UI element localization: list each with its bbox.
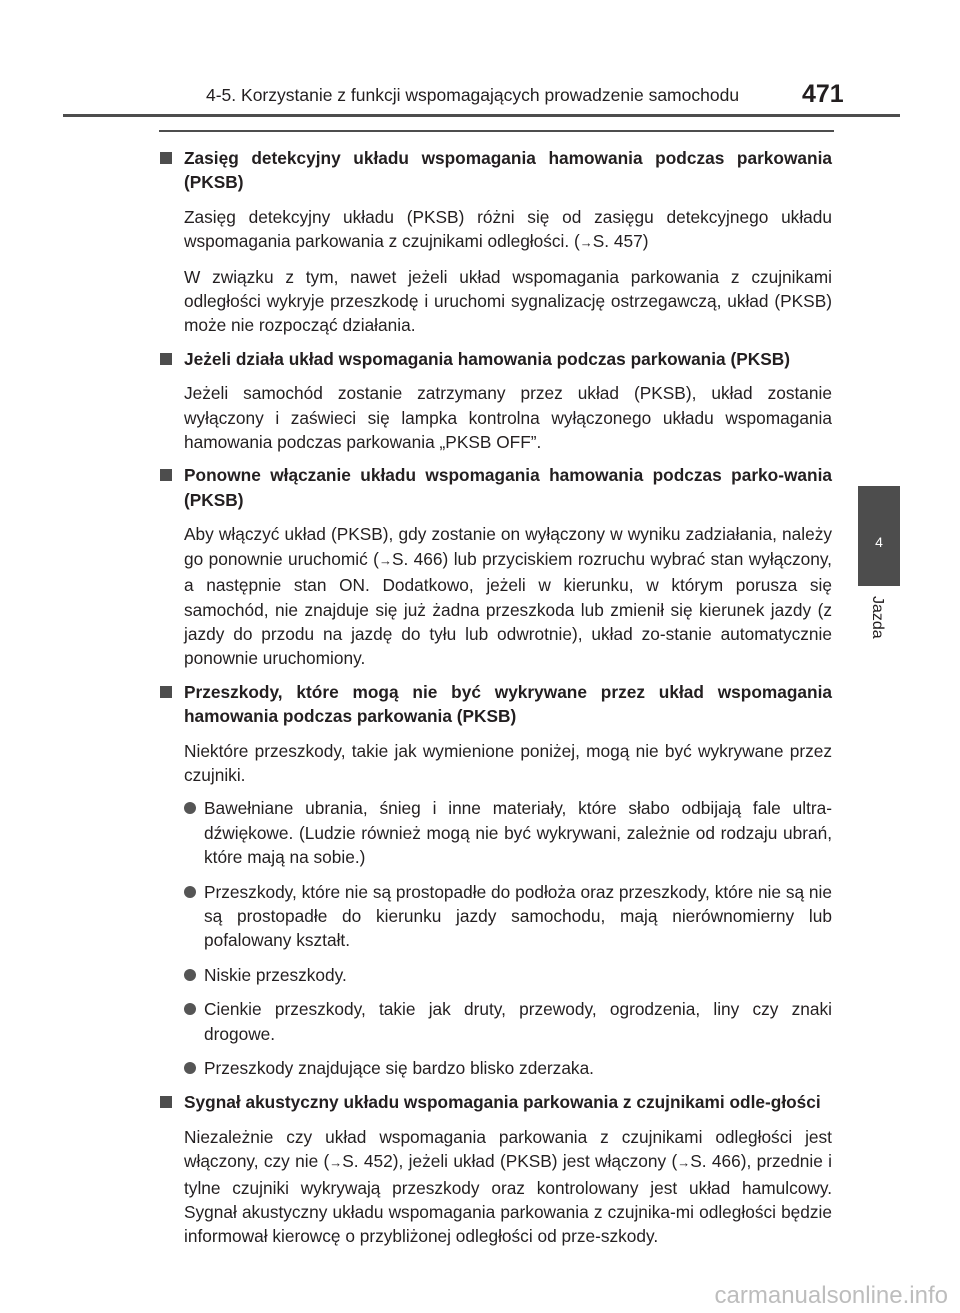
section-system-operating (160, 347, 832, 455)
arrow-right-icon: → (329, 1155, 343, 1171)
chapter-label: Jazda (869, 596, 886, 639)
cross-reference[interactable]: S. 452), jeżeli układ (PKSB) jest włączony ( (342, 1151, 678, 1172)
paragraph-text: Aby włączyć układ (PKSB), gdy zostanie on wyłączony w wyniku zadziałania, należy go ponownie uruchomić ( (184, 524, 832, 569)
circle-bullet-icon (184, 969, 196, 981)
page-number: 471 (802, 80, 844, 108)
section-heading (160, 347, 832, 371)
paragraph (160, 1125, 832, 1249)
list-item-text: Niskie przeszkody. (204, 964, 347, 985)
paragraph: Niektóre przeszkody, takie jak wymienione poniżej, mogą nie być wykrywane przez czujniki. (184, 740, 832, 785)
cross-reference[interactable]: S. 466), przednie i tylne czujniki wykrywają przeszkody oraz kontrolowany jest układ hamulcowy. Sygnał akustyczny układu wspomagania parkowania z czujnika-mi odległości będzie informował kierowcę o przybliżonej odległości od prze-szkody. (184, 1151, 833, 1247)
chapter-tab (858, 486, 900, 586)
list-item (184, 997, 832, 1046)
paragraph: W związku z tym, nawet jeżeli układ wspomagania parkowania z czujnikami odległości wykryje przeszkodę i uruchomi sygnalizację ostrzegawczą, układ (PKSB) może nie rozpocząć działania. (184, 266, 832, 336)
section-heading (160, 1090, 832, 1114)
section-detection-range (160, 146, 832, 338)
list-item-text: Cienkie przeszkody, takie jak druty, przewody, ogrodzenia, liny czy znaki drogowe. (204, 999, 832, 1044)
paragraph: Jeżeli samochód zostanie zatrzymany przez układ (PKSB), układ zostanie wyłączony i zaświeci się lampka kontrolna wyłączonego układu wspomagania hamowania podczas parkowania „PKSB OFF”. (184, 383, 832, 453)
arrow-right-icon: → (378, 552, 392, 568)
page-content (160, 146, 832, 1258)
section-acoustic-signal (160, 1090, 832, 1248)
list-item (184, 796, 832, 869)
section-heading-text: Zasięg detekcyjny układu wspomagania hamowania podczas parkowania (PKSB) (184, 148, 832, 193)
section-heading (160, 680, 832, 729)
square-bullet-icon (160, 1096, 172, 1108)
header-rule (63, 114, 900, 117)
section-heading (160, 146, 832, 195)
list-item (184, 1056, 832, 1080)
list-item (184, 880, 832, 953)
bullet-list (160, 796, 832, 1080)
arrow-right-icon: → (677, 1155, 691, 1171)
circle-bullet-icon (184, 886, 196, 898)
cross-reference[interactable]: S. 457) (592, 231, 649, 252)
content-top-rule (159, 130, 834, 132)
paragraph (160, 205, 832, 256)
circle-bullet-icon (184, 1003, 196, 1015)
section-heading-text: Sygnał akustyczny układu wspomagania parkowania z czujnikami odle-głości (184, 1092, 821, 1113)
list-item-text: Przeszkody znajdujące się bardzo blisko zderzaka. (204, 1058, 594, 1078)
paragraph (160, 522, 832, 670)
section-undetected-obstacles (160, 680, 832, 1081)
square-bullet-icon (160, 152, 172, 164)
list-item (184, 963, 832, 987)
section-reenabling (160, 463, 832, 670)
cross-reference[interactable]: S. 466) lub przyciskiem rozruchu wybrać stan wyłączony, a następnie stan ON. Dodatkowo, jeżeli w kierunku, w którym porusza się samochód, nie znajduje się już żadna przeszkoda lub zmienił się kierunek jazdy (z jazdy do przodu na jazdę do tyłu lub odwrotnie), układ zo-stanie automatycznie ponownie uruchomiony. (184, 548, 832, 669)
square-bullet-icon (160, 686, 172, 698)
square-bullet-icon (160, 353, 172, 365)
section-heading (160, 463, 832, 512)
list-item-text: Przeszkody, które nie są prostopadłe do podłoża oraz przeszkody, które nie są nie są prostopadłe do kierunku jazdy samochodu, mają nierównomierny lub pofalowany kształt. (204, 881, 832, 951)
chapter-number: 4 (875, 534, 883, 550)
paragraph-text: Niezależnie czy układ wspomagania parkowania z czujnikami odległości jest włączony, czy nie ( (184, 1126, 832, 1172)
arrow-right-icon: → (579, 235, 593, 251)
paragraph-text: Zasięg detekcyjny układu (PKSB) różni się od zasięgu detekcyjnego układu wspomagania parkowania z czujnikami odległości. ( (184, 206, 832, 252)
square-bullet-icon (160, 469, 172, 481)
section-heading-text: Przeszkody, które mogą nie być wykrywane przez układ wspomagania hamowania podczas parkowania (PKSB) (184, 681, 832, 727)
section-heading-text: Ponowne włączanie układu wspomagania hamowania podczas parko-wania (PKSB) (184, 465, 832, 510)
watermark-text: carmanualsonline.info (714, 1282, 948, 1309)
circle-bullet-icon (184, 1062, 196, 1074)
section-heading-text: Jeżeli działa układ wspomagania hamowania podczas parkowania (PKSB) (184, 348, 790, 369)
running-header-title: 4-5. Korzystanie z funkcji wspomagających prowadzenie samochodu (206, 85, 740, 105)
circle-bullet-icon (184, 802, 196, 814)
list-item-text: Bawełniane ubrania, śnieg i inne materiały, które słabo odbijają fale ultra-dźwiękowe. (Ludzie również mogą nie być wykrywani, zależnie od rodzaju ubrań, które mają na sobie.) (204, 798, 832, 868)
